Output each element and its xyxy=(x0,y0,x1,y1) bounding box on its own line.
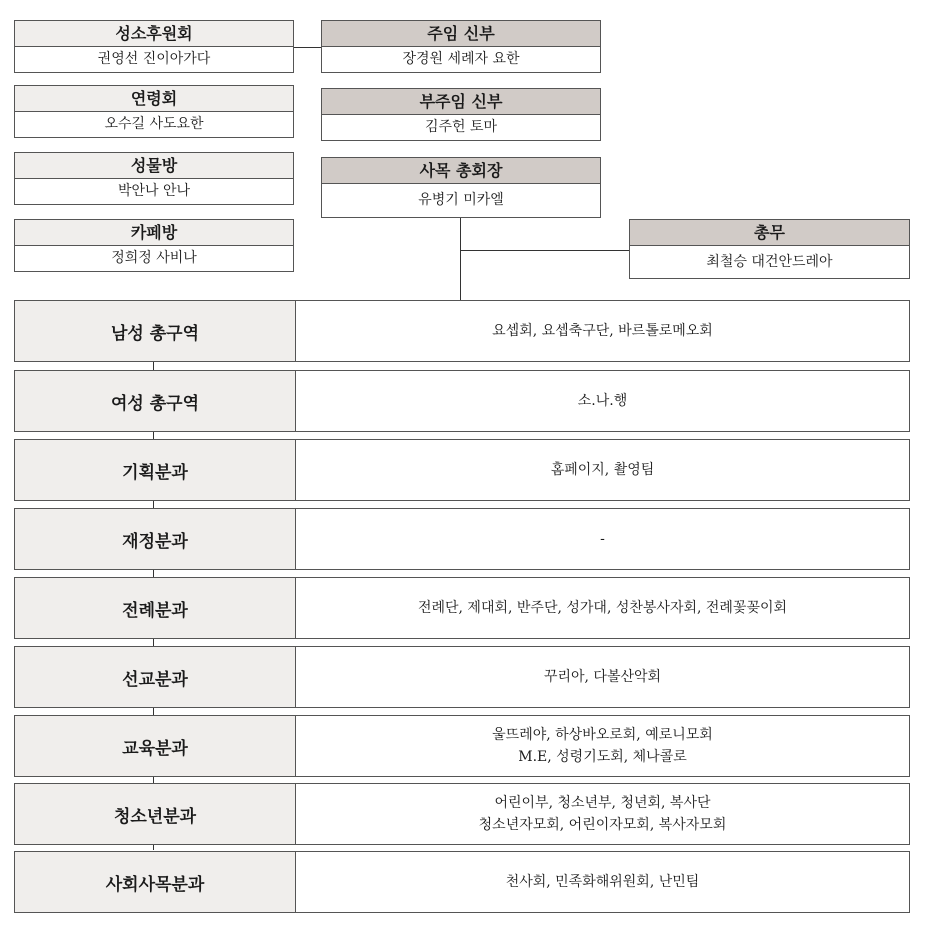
division-groups xyxy=(296,647,909,707)
division-group-line: 요셉회, 요셉축구단, 바르톨로메오회 xyxy=(492,323,713,339)
pastor-title: 주임 신부 xyxy=(322,21,600,47)
division-name: 청소년분과 xyxy=(15,784,296,844)
division-groups xyxy=(296,301,909,361)
division-group-line: 청소년자모회, 어린이자모회, 복사자모회 xyxy=(478,817,727,833)
side-group-leader: 오수길 사도요한 xyxy=(104,116,204,132)
secretary-name: 최철승 대건안드레아 xyxy=(706,254,833,270)
division-name: 재정분과 xyxy=(15,509,296,569)
side-group-leader: 정희정 사비나 xyxy=(111,250,197,266)
division-groups xyxy=(296,784,909,844)
division-row xyxy=(14,851,910,913)
side-group-title: 카페방 xyxy=(15,220,293,246)
side-group-box xyxy=(14,20,294,73)
division-name: 남성 총구역 xyxy=(15,301,296,361)
division-name: 사회사목분과 xyxy=(15,852,296,912)
side-group-title: 성물방 xyxy=(15,153,293,179)
division-name: 전례분과 xyxy=(15,578,296,638)
side-group-title: 성소후원회 xyxy=(15,21,293,47)
side-group-leader: 권영선 진이아가다 xyxy=(97,51,211,67)
side-group-leader: 박안나 안나 xyxy=(117,183,191,199)
division-row xyxy=(14,646,910,708)
division-name: 교육분과 xyxy=(15,716,296,776)
secretary-title: 총무 xyxy=(630,220,909,246)
division-row xyxy=(14,439,910,501)
division-group-line: 천사회, 민족화해위원회, 난민팀 xyxy=(505,874,700,890)
division-name: 기획분과 xyxy=(15,440,296,500)
side-group-box xyxy=(14,85,294,138)
division-groups xyxy=(296,716,909,776)
division-group-line: - xyxy=(600,531,605,547)
pastor-box xyxy=(321,20,601,73)
division-groups xyxy=(296,578,909,638)
division-row xyxy=(14,783,910,845)
connector-to-secretary xyxy=(460,250,629,251)
division-groups xyxy=(296,852,909,912)
division-row xyxy=(14,715,910,777)
assistant-pastor-box xyxy=(321,88,601,141)
side-group-box xyxy=(14,152,294,205)
assistant-pastor-title: 부주임 신부 xyxy=(322,89,600,115)
side-group-title: 연령회 xyxy=(15,86,293,112)
secretary-box xyxy=(629,219,910,279)
division-group-line: M.E, 성령기도회, 체나콜로 xyxy=(518,749,687,765)
president-box xyxy=(321,157,601,218)
president-name: 유병기 미카엘 xyxy=(418,192,504,208)
side-group-box xyxy=(14,219,294,272)
division-row xyxy=(14,300,910,362)
division-name: 여성 총구역 xyxy=(15,371,296,431)
division-groups xyxy=(296,440,909,500)
division-group-line: 꾸리아, 다볼산악회 xyxy=(543,669,662,685)
division-groups xyxy=(296,371,909,431)
division-group-line: 어린이부, 청소년부, 청년회, 복사단 xyxy=(494,795,711,811)
division-group-line: 홈페이지, 촬영팀 xyxy=(550,462,655,478)
connector-vertical-trunk xyxy=(460,218,461,300)
division-group-line: 전례단, 제대회, 반주단, 성가대, 성찬봉사자회, 전례꽃꽂이회 xyxy=(417,600,788,616)
division-group-line: 울뜨레야, 하상바오로회, 예로니모회 xyxy=(492,727,713,743)
president-title: 사목 총회장 xyxy=(322,158,600,184)
pastor-name: 장경원 세례자 요한 xyxy=(402,51,520,67)
division-row xyxy=(14,370,910,432)
division-group-line: 소.나.행 xyxy=(577,393,628,409)
connector-side-to-pastor xyxy=(293,47,321,48)
division-row xyxy=(14,508,910,570)
assistant-pastor-name: 김주헌 토마 xyxy=(424,119,498,135)
division-groups xyxy=(296,509,909,569)
division-name: 선교분과 xyxy=(15,647,296,707)
division-row xyxy=(14,577,910,639)
